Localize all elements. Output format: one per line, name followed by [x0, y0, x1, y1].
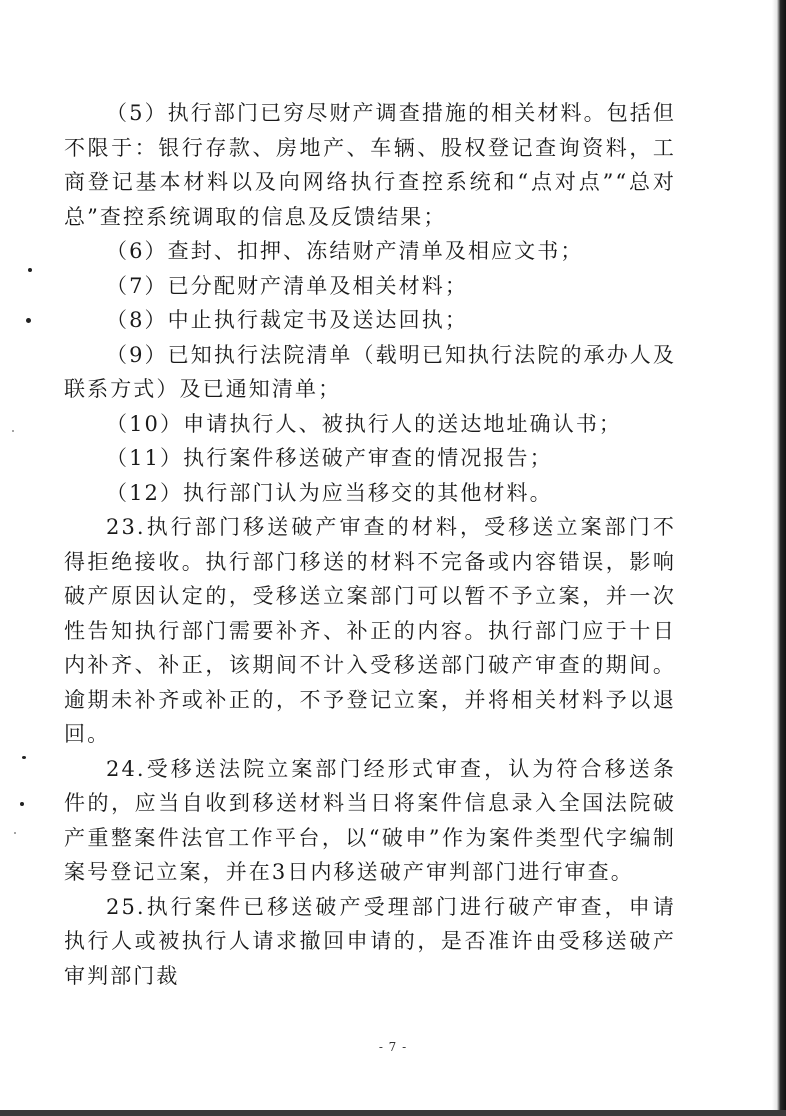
- paragraph-item-10: （10）申请执行人、被执行人的送达地址确认书；: [106, 411, 623, 436]
- paragraph-item-6: （6）查封、扣押、冻结财产清单及相应文书；: [106, 239, 584, 263]
- page-number: - 7 -: [378, 1040, 408, 1054]
- paragraph-item-9: （9）已知执行法院清单（载明已知执行法院的承办人及联系方式）及已通知清单；: [64, 342, 676, 401]
- scan-speck: [26, 318, 31, 323]
- scan-speck: [12, 430, 14, 432]
- scan-speck: [14, 832, 16, 834]
- document-body: [64, 96, 676, 993]
- scan-speck: [22, 756, 26, 759]
- article-23: 23.执行部门移送破产审查的材料，受移送立案部门不得拒绝接收。执行部门移送的材料不完备或内容错误，影响破产原因认定的，受移送立案部门可以暂不予立案，并一次性告知执行部门需要补齐、补正的内容。执行部门应于十日内补齐、补正，该期间不计入受移送部门破产审查的期间。逾期未补齐或补正的，不予登记立案，并将相关材料予以退回。: [64, 515, 676, 746]
- paragraph-item-7: （7）已分配财产清单及相关材料；: [106, 273, 468, 298]
- paragraph-item-8: （8）中止执行裁定书及送达回执；: [106, 308, 468, 332]
- scan-speck: [28, 268, 32, 272]
- scan-speck: [20, 802, 24, 806]
- paragraph-item-5: （5）执行部门已穷尽财产调查措施的相关材料。包括但不限于：银行存款、房地产、车辆、股权登记查询资料，工商登记基本材料以及向网络执行查控系统和“点对点”“总对总”查控系统调取的信息及反馈结果；: [64, 101, 676, 229]
- article-24: 24.受移送法院立案部门经形式审查，认为符合移送条件的，应当自收到移送材料当日将案件信息录入全国法院破产重整案件法官工作平台，以“破申”作为案件类型代字编制案号登记立案，并在3日内移送破产审判部门进行审查。: [64, 756, 676, 884]
- scan-edge-right: [772, 0, 786, 1116]
- article-25: 25.执行案件已移送破产受理部门进行破产审查，申请执行人或被执行人请求撤回申请的，是否准许由受移送破产审判部门裁: [64, 894, 676, 988]
- scan-edge-bottom: [0, 1110, 786, 1116]
- paragraph-item-11: （11）执行案件移送破产审查的情况报告；: [106, 446, 553, 470]
- paragraph-item-12: （12）执行部门认为应当移交的其他材料。: [106, 480, 553, 505]
